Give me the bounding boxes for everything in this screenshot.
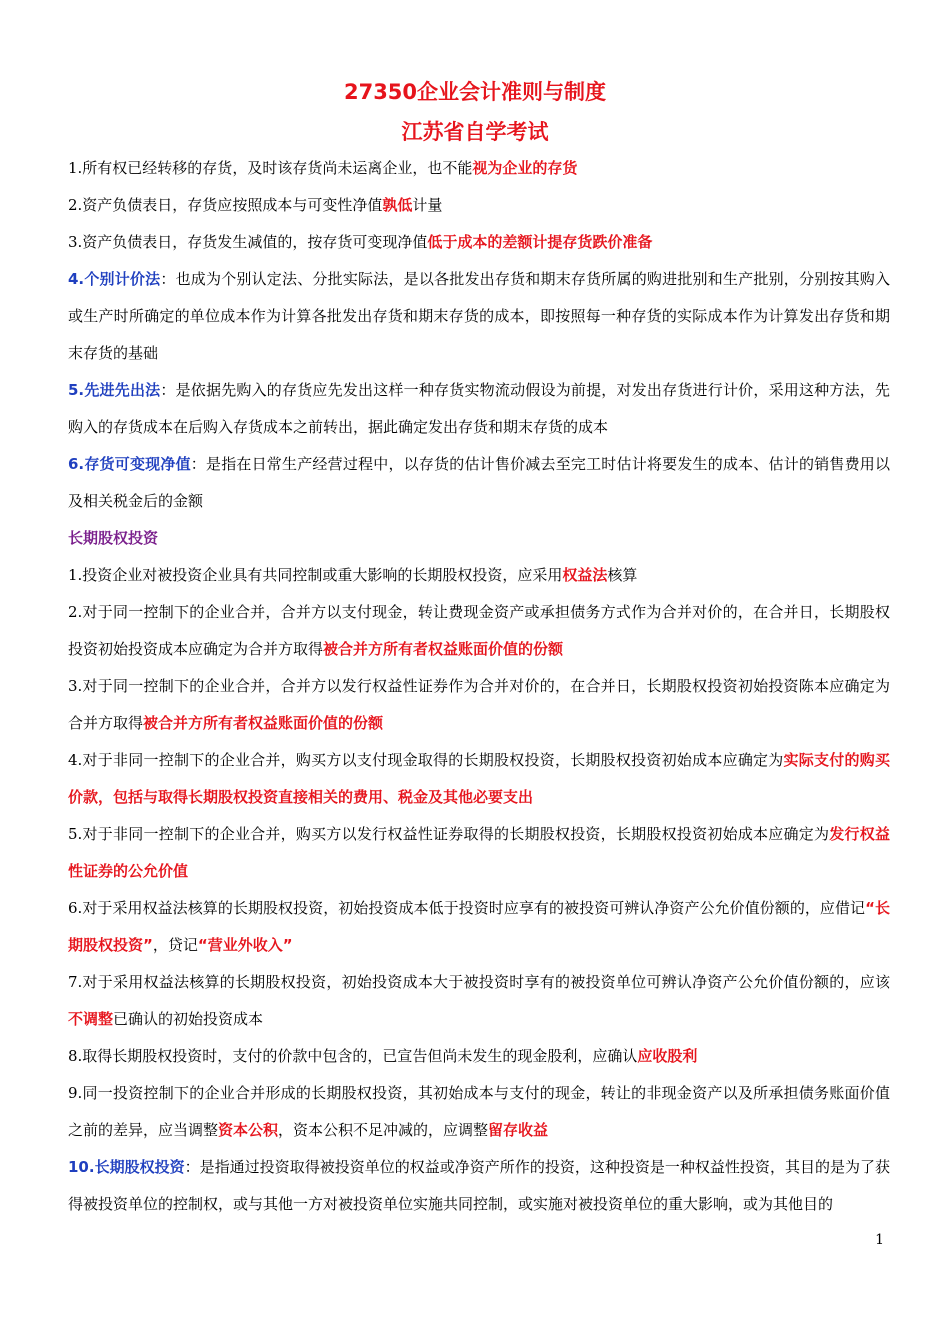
- term-net-realizable-value: 6.存货可变现净值：是指在日常生产经营过程中，以存货的估计售价减去至完工时估计将要发生的成本、估计的销售费用以及相关税金后的金额: [68, 455, 890, 510]
- inventory-item-2: 2.资产负债表日，存货应按照成本与可变性净值孰低计量: [68, 196, 443, 214]
- term-long-term-equity-investment: 10.长期股权投资：是指通过投资取得被投资单位的权益或净资产所作的投资，这种投资是一种权益性投资，其目的是为了获得被投资单位的控制权，或与其他一方对被投资单位实施共同控制，或实施对被投资单位的重大影响，或为其他目的: [68, 1158, 890, 1213]
- term-label: 4.个别计价法: [68, 270, 161, 288]
- term-label: 5.先进先出法: [68, 381, 161, 399]
- term-label: 6.存货可变现净值: [68, 455, 191, 473]
- highlight: 低于成本的差额计提存货跌价准备: [427, 233, 653, 251]
- equity-item-6: 6.对于采用权益法核算的长期股权投资，初始投资成本低于投资时应享有的被投资可辨认净资产公允价值份额的，应借记“长期股权投资”，贷记“营业外收入”: [68, 899, 890, 954]
- equity-item-5: 5.对于非同一控制下的企业合并，购买方以发行权益性证券取得的长期股权投资，长期股权投资初始成本应确定为发行权益性证券的公允价值: [68, 825, 890, 880]
- equity-item-2: 2.对于同一控制下的企业合并，合并方以支付现金，转让费现金资产或承担债务方式作为合并对价的，在合并日，长期股权投资初始投资成本应确定为合并方取得被合并方所有者权益账面价值的份额: [68, 603, 890, 658]
- term-label: 10.长期股权投资: [68, 1158, 185, 1176]
- highlight: 不调整: [68, 1010, 114, 1028]
- section-heading-equity: 长期股权投资: [68, 529, 159, 547]
- term-specific-identification: 4.个别计价法：也成为个别认定法、分批实际法，是以各批发出存货和期末存货所属的购进批别和生产批别，分别按其购入或生产时所确定的单位成本作为计算各批发出存货和期末存货的成本，即按照每一种存货的实际成本作为计算发出存货和期末存货的基础: [68, 270, 890, 362]
- highlight: 应收股利: [637, 1047, 698, 1065]
- equity-item-3: 3.对于同一控制下的企业合并，合并方以发行权益性证券作为合并对价的，在合并日，长期股权投资初始投资陈本应确定为合并方取得被合并方所有者权益账面价值的份额: [68, 677, 890, 732]
- highlight: 孰低: [382, 196, 413, 214]
- highlight: 被合并方所有者权益账面价值的份额: [143, 714, 384, 732]
- document-subtitle: 江苏省自学考试: [401, 120, 549, 144]
- inventory-item-1: 1.所有权已经转移的存货，及时该存货尚未运离企业，也不能视为企业的存货: [68, 159, 578, 177]
- document-title: 27350企业会计准则与制度: [343, 80, 607, 104]
- equity-item-4: 4.对于非同一控制下的企业合并，购买方以支付现金取得的长期股权投资，长期股权投资初始成本应确定为实际支付的购买价款，包括与取得长期股权投资直接相关的费用、税金及其他必要支出: [68, 751, 890, 806]
- highlight: 视为企业的存货: [472, 159, 578, 177]
- highlight: 实际支付的购买价款，包括与取得长期股权投资直接相关的费用、税金及其他必要支出: [68, 751, 890, 806]
- page-number: 1: [875, 1232, 884, 1248]
- highlight: 资本公积: [218, 1121, 279, 1139]
- equity-item-7: 7.对于采用权益法核算的长期股权投资，初始投资成本大于被投资时享有的被投资单位可辨认净资产公允价值份额的，应该不调整已确认的初始投资成本: [68, 973, 890, 1028]
- equity-item-9: 9.同一投资控制下的企业合并形成的长期股权投资，其初始成本与支付的现金，转让的非现金资产以及所承担债务账面价值之前的差异，应当调整资本公积，资本公积不足冲减的，应调整留存收益: [68, 1084, 890, 1139]
- highlight: 发行权益性证券的公允价值: [68, 825, 890, 880]
- equity-item-8: 8.取得长期股权投资时，支付的价款中包含的，已宣告但尚未发生的现金股利，应确认应收股利: [68, 1047, 698, 1065]
- highlight: “营业外收入”: [197, 936, 293, 954]
- highlight: 留存收益: [488, 1121, 549, 1139]
- highlight: 被合并方所有者权益账面价值的份额: [323, 640, 564, 658]
- document-body: [68, 150, 890, 1223]
- equity-item-1: 1.投资企业对被投资企业具有共同控制或重大影响的长期股权投资，应采用权益法核算: [68, 566, 638, 584]
- highlight: “长期股权投资”: [68, 899, 890, 954]
- highlight: 权益法: [562, 566, 608, 584]
- inventory-item-3: 3.资产负债表日，存货发生减值的，按存货可变现净值低于成本的差额计提存货跌价准备: [68, 233, 653, 251]
- term-fifo: 5.先进先出法：是依据先购入的存货应先发出这样一种存货实物流动假设为前提，对发出存货进行计价，采用这种方法，先购入的存货成本在后购入存货成本之前转出，据此确定发出存货和期末存货的成本: [68, 381, 890, 436]
